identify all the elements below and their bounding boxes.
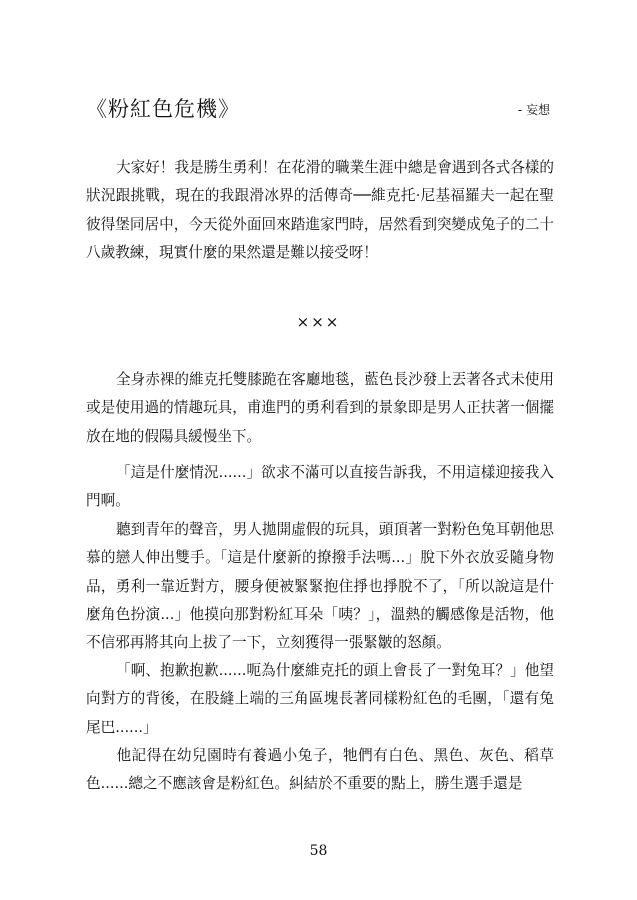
body-paragraph [86,516,554,657]
body-paragraph [86,459,554,516]
chapter-title: 《粉紅色危機》 [86,97,240,121]
paragraph-text: 全身赤裸的維克托雙膝跪在客廳地毯，藍色長沙發上丟著各式未使用或是使用過的情趣玩具，甫進門的勇利看到的景象即是男人正扶著一個擺放在地的假陽具緩慢坐下。 [86,371,554,445]
paragraph-text: 「啊、抱歉抱歉......呃為什麼維克托的頭上會長了一對兔耳？」他望向對方的背後，在股縫上端的三角區塊長著同樣粉紅色的毛團，「還有兔尾巴......」 [86,662,554,736]
paragraph-text: 聽到青年的聲音，男人拋開虛假的玩具，頭頂著一對粉色兔耳朝他思慕的戀人伸出雙手。「這是什麼新的撩撥手法嗎...」脫下外衣放妥隨身物品，勇利一靠近對方，腰身便被緊緊抱住掙也掙脫不了，「所以說這是什麼角色扮演...」他摸向那對粉紅耳朵「咦？」，溫熱的觸感像是活物，他不信邪再將其向上拔了一下，立刻獲得一張緊皺的怒顏。 [86,521,554,652]
body-paragraph [86,742,554,799]
paragraph-text: 他記得在幼兒園時有養過小兔子，牠們有白色、黑色、灰色、稻草色......總之不應該會是粉紅色。糾結於不重要的點上，勝生選手還是 [86,747,554,793]
paragraph-text: 「這是什麼情況......」欲求不滿可以直接告訴我，不用這樣迎接我入門啊。 [86,464,554,510]
section-separator: ××× [296,313,341,331]
intro-paragraph [86,154,554,267]
body-paragraph [86,657,554,742]
author-credit: - 妄想 [517,103,550,117]
intro-text: 大家好！我是勝生勇利！在花滑的職業生涯中總是會遇到各式各樣的狀況跟挑戰，現在的我跟滑冰界的活傳奇──維克托·尼基福羅夫一起在聖彼得堡同居中，今天從外面回來踏進家門時，居然看到突變成兔子的二十八歲教練，現實什麼的果然還是難以接受呀！ [86,159,554,261]
body-paragraph [86,366,554,451]
page-number: 58 [309,843,328,859]
